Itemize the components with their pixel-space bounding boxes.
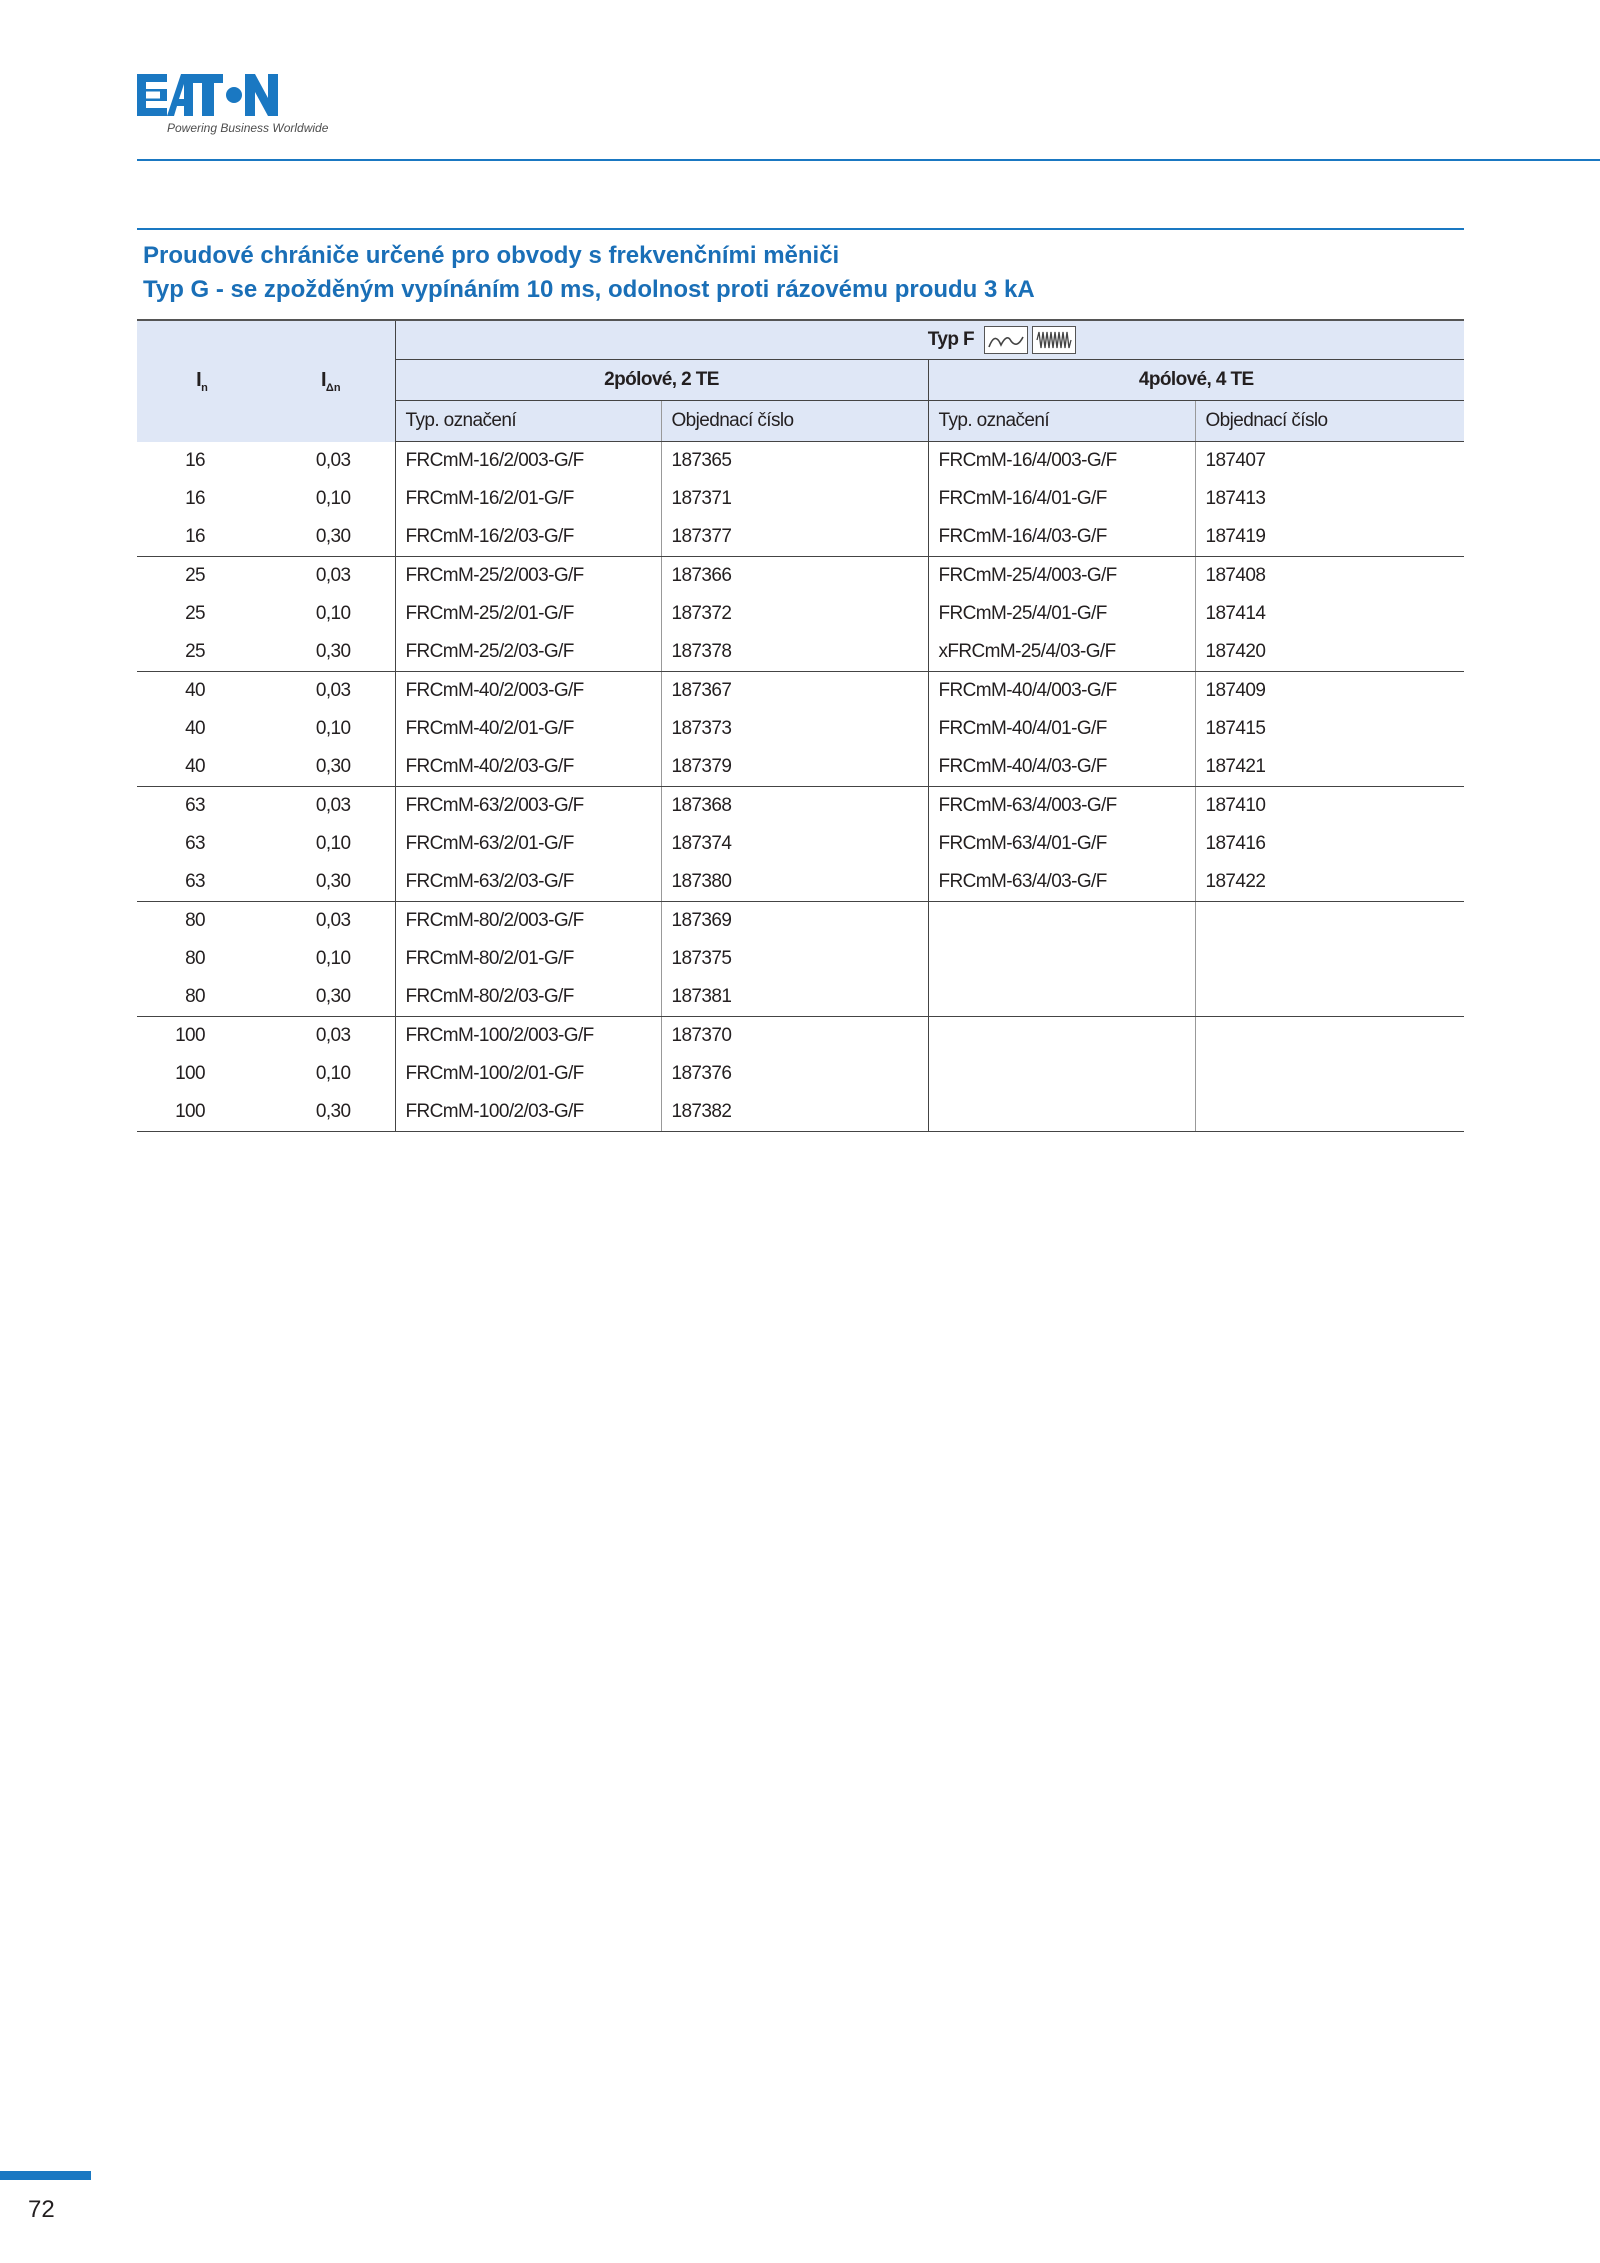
table-row — [137, 557, 1464, 596]
cell-order-4p: 187414 — [1195, 595, 1464, 633]
cell-residual-current: 0,30 — [267, 518, 395, 557]
cell-order-2p: 187373 — [661, 710, 928, 748]
cell-residual-current: 0,30 — [267, 633, 395, 672]
cell-order-4p — [1195, 1093, 1464, 1132]
cell-rated-current: 40 — [137, 748, 267, 787]
cell-order-2p: 187374 — [661, 825, 928, 863]
cell-type-2p: FRCmM-80/2/01-G/F — [395, 940, 661, 978]
col-header-rated-current: $I_n$ — [196, 368, 208, 394]
brand-tagline: Powering Business Worldwide — [167, 121, 329, 135]
cell-rated-current: 16 — [185, 449, 205, 471]
cell-order-2p: 187380 — [661, 863, 928, 902]
cell-rated-current: 80 — [137, 978, 267, 1017]
section-rule — [137, 228, 1464, 230]
cell-rated-current: 63 — [137, 863, 267, 902]
cell-rated-current: 80 — [185, 910, 205, 931]
cell-order-2p: 187376 — [661, 1055, 928, 1093]
cell-order-2p: 187369 — [661, 902, 928, 941]
cell-residual-current: 0,03 — [315, 680, 351, 701]
col-header-order-4p: Objednací číslo — [1195, 401, 1464, 442]
cell-type-4p: FRCmM-16/4/003-G/F — [928, 442, 1195, 481]
cell-order-4p — [1195, 940, 1464, 978]
cell-type-4p: FRCmM-16/4/03-G/F — [928, 518, 1195, 557]
cell-type-2p: FRCmM-25/2/03-G/F — [395, 633, 661, 672]
cell-type-4p — [928, 1093, 1195, 1132]
page-number: 72 — [28, 2196, 55, 2223]
table-row — [137, 1017, 1464, 1056]
cell-type-2p: FRCmM-63/2/003-G/F — [395, 787, 661, 826]
cell-order-4p — [1195, 902, 1464, 941]
cell-type-4p: FRCmM-25/4/003-G/F — [928, 557, 1195, 596]
cell-order-2p: 187365 — [661, 442, 928, 481]
cell-type-4p: FRCmM-25/4/01-G/F — [928, 595, 1195, 633]
footer-accent-bar — [0, 2171, 91, 2180]
cell-rated-current: 25 — [185, 565, 205, 586]
cell-residual-current: 0,10 — [315, 718, 351, 739]
table-row — [137, 787, 1464, 826]
col-header-order-2p: Objednací číslo — [661, 401, 928, 442]
cell-order-4p: 187419 — [1195, 518, 1464, 557]
cell-residual-current: 0,10 — [315, 603, 351, 624]
cell-order-2p: 187368 — [661, 787, 928, 826]
eaton-logo-mark — [137, 74, 278, 116]
table-row — [137, 710, 1464, 748]
cell-type-4p: FRCmM-40/4/03-G/F — [928, 748, 1195, 787]
cell-order-2p: 187378 — [661, 633, 928, 672]
cell-rated-current: 16 — [185, 488, 205, 509]
pulsating-wave-icon — [984, 326, 1028, 354]
cell-rated-current: 40 — [185, 680, 205, 701]
cell-order-2p: 187367 — [661, 672, 928, 711]
table-row — [137, 442, 1464, 481]
group-header-2-pole: 2pólové, 2 TE — [395, 360, 928, 401]
cell-type-4p: FRCmM-40/4/003-G/F — [928, 672, 1195, 711]
cell-type-2p: FRCmM-40/2/003-G/F — [395, 672, 661, 711]
cell-order-4p: 187410 — [1195, 787, 1464, 826]
cell-residual-current: 0,03 — [315, 795, 351, 816]
type-f-header — [395, 320, 1464, 360]
cell-rated-current: 25 — [185, 603, 205, 624]
cell-type-4p: FRCmM-63/4/03-G/F — [928, 863, 1195, 902]
cell-residual-current: 0,03 — [315, 449, 351, 471]
cell-order-4p: 187420 — [1195, 633, 1464, 672]
cell-rated-current: 100 — [175, 1025, 205, 1046]
table-row — [137, 1093, 1464, 1132]
col-header-type-4p: Typ. označení — [928, 401, 1195, 442]
cell-type-2p: FRCmM-100/2/03-G/F — [395, 1093, 661, 1132]
cell-type-4p — [928, 1055, 1195, 1093]
cell-order-2p: 187375 — [661, 940, 928, 978]
cell-order-2p: 187371 — [661, 480, 928, 518]
cell-residual-current: 0,30 — [267, 978, 395, 1017]
cell-order-4p: 187422 — [1195, 863, 1464, 902]
col-header-residual-current: $I_{\Delta n}$ — [320, 368, 341, 394]
cell-type-4p — [928, 902, 1195, 941]
table-row — [137, 518, 1464, 557]
cell-type-2p: FRCmM-80/2/03-G/F — [395, 978, 661, 1017]
cell-type-4p — [928, 1017, 1195, 1056]
cell-order-2p: 187372 — [661, 595, 928, 633]
cell-type-2p: FRCmM-63/2/01-G/F — [395, 825, 661, 863]
cell-type-2p: FRCmM-16/2/01-G/F — [395, 480, 661, 518]
cell-rated-current: 16 — [137, 518, 267, 557]
cell-type-2p: FRCmM-40/2/03-G/F — [395, 748, 661, 787]
table-row — [137, 978, 1464, 1017]
cell-order-4p — [1195, 1017, 1464, 1056]
high-frequency-wave-icon — [1032, 326, 1076, 354]
cell-type-2p: FRCmM-63/2/03-G/F — [395, 863, 661, 902]
cell-residual-current: 0,10 — [315, 948, 351, 969]
cell-residual-current: 0,10 — [315, 488, 351, 509]
table-row — [137, 672, 1464, 711]
col-header-type-2p: Typ. označení — [395, 401, 661, 442]
cell-rated-current: 100 — [175, 1063, 205, 1084]
cell-order-4p — [1195, 1055, 1464, 1093]
cell-rated-current: 25 — [137, 633, 267, 672]
cell-type-2p: FRCmM-100/2/003-G/F — [395, 1017, 661, 1056]
cell-type-2p: FRCmM-16/2/03-G/F — [395, 518, 661, 557]
table-header-type-row — [137, 320, 1464, 360]
table-row — [137, 1055, 1464, 1093]
cell-order-4p: 187416 — [1195, 825, 1464, 863]
table-row — [137, 825, 1464, 863]
cell-type-4p: FRCmM-63/4/003-G/F — [928, 787, 1195, 826]
cell-rated-current: 100 — [137, 1093, 267, 1132]
cell-rated-current: 63 — [185, 833, 205, 854]
cell-type-4p: FRCmM-40/4/01-G/F — [928, 710, 1195, 748]
cell-type-4p: xFRCmM-25/4/03-G/F — [928, 633, 1195, 672]
type-f-label: Typ F — [927, 329, 975, 350]
cell-residual-current: 0,03 — [315, 910, 351, 931]
table-row — [137, 863, 1464, 902]
cell-order-4p: 187421 — [1195, 748, 1464, 787]
table-row — [137, 748, 1464, 787]
section-subtitle: Typ G - se zpožděným vypínáním 10 ms, odolnost proti rázovému proudu 3 kA — [143, 276, 1035, 303]
cell-order-4p: 187415 — [1195, 710, 1464, 748]
header-rule — [137, 159, 1600, 161]
cell-type-2p: FRCmM-80/2/003-G/F — [395, 902, 661, 941]
cell-type-2p: FRCmM-25/2/003-G/F — [395, 557, 661, 596]
cell-order-2p: 187377 — [661, 518, 928, 557]
cell-order-2p: 187381 — [661, 978, 928, 1017]
cell-type-4p: FRCmM-16/4/01-G/F — [928, 480, 1195, 518]
table-row — [137, 633, 1464, 672]
cell-order-2p: 187382 — [661, 1093, 928, 1132]
cell-rated-current: 40 — [185, 718, 205, 739]
cell-type-4p — [928, 978, 1195, 1017]
table-row — [137, 480, 1464, 518]
cell-type-2p: FRCmM-16/2/003-G/F — [395, 442, 661, 481]
section-title: Proudové chrániče určené pro obvody s frekvenčními měniči — [143, 242, 840, 269]
cell-order-2p: 187379 — [661, 748, 928, 787]
cell-rated-current: 80 — [185, 948, 205, 969]
cell-residual-current: 0,10 — [315, 833, 351, 854]
cell-order-4p: 187413 — [1195, 480, 1464, 518]
eaton-logo — [137, 74, 347, 140]
table-row — [137, 902, 1464, 941]
cell-order-4p: 187407 — [1195, 442, 1464, 481]
cell-residual-current: 0,03 — [315, 565, 351, 586]
cell-order-4p: 187409 — [1195, 672, 1464, 711]
cell-residual-current: 0,30 — [267, 1093, 395, 1132]
cell-order-4p — [1195, 978, 1464, 1017]
cell-type-2p: FRCmM-40/2/01-G/F — [395, 710, 661, 748]
cell-residual-current: 0,03 — [315, 1025, 351, 1046]
cell-rated-current: 63 — [185, 795, 205, 816]
cell-order-4p: 187408 — [1195, 557, 1464, 596]
cell-order-2p: 187366 — [661, 557, 928, 596]
cell-residual-current: 0,30 — [267, 748, 395, 787]
table-body — [137, 442, 1464, 1132]
cell-residual-current: 0,30 — [267, 863, 395, 902]
cell-type-4p — [928, 940, 1195, 978]
cell-type-4p: FRCmM-63/4/01-G/F — [928, 825, 1195, 863]
cell-residual-current: 0,10 — [315, 1063, 351, 1084]
cell-type-2p: FRCmM-25/2/01-G/F — [395, 595, 661, 633]
cell-type-2p: FRCmM-100/2/01-G/F — [395, 1055, 661, 1093]
table-row — [137, 595, 1464, 633]
cell-order-2p: 187370 — [661, 1017, 928, 1056]
product-table — [137, 319, 1464, 1132]
table-row — [137, 940, 1464, 978]
group-header-4-pole: 4pólové, 4 TE — [928, 360, 1464, 401]
